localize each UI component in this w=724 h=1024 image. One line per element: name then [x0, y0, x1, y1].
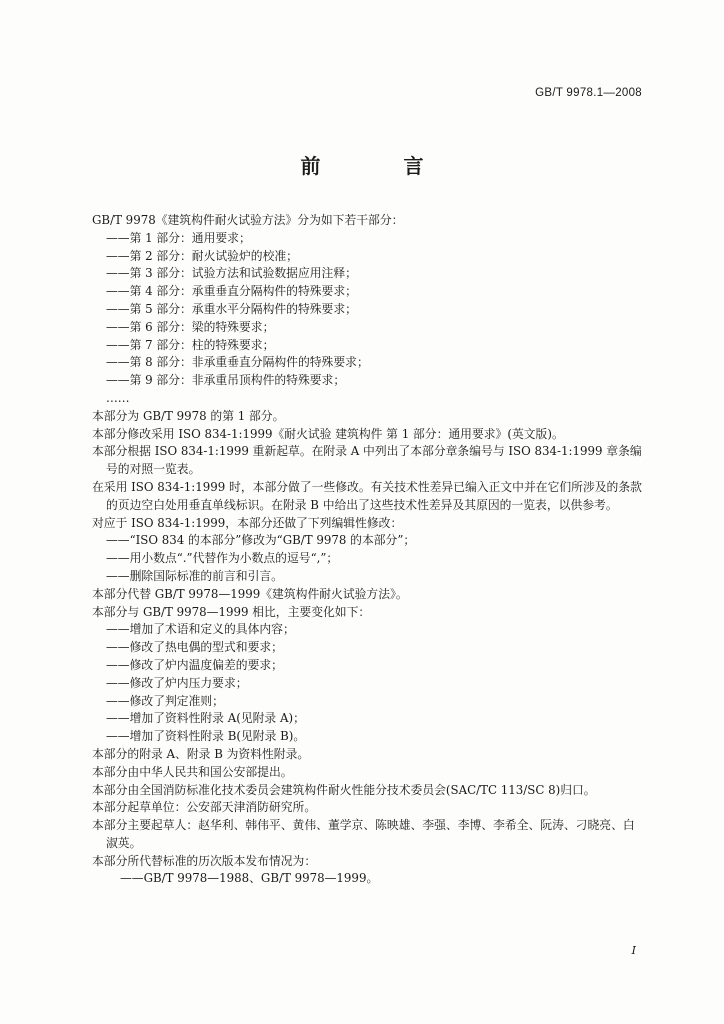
list-item: ——修改了炉内温度偏差的要求；	[106, 657, 283, 672]
list-item: ——修改了热电偶的型式和要求；	[106, 640, 283, 655]
list-item: ——第 7 部分：柱的特殊要求；	[106, 337, 275, 352]
list-item: ——第 4 部分：承重垂直分隔构件的特殊要求；	[106, 284, 357, 299]
ellipsis: ……	[106, 390, 130, 405]
paragraph: 本部分由全国消防标准化技术委员会建筑构件耐火性能分技术委员会(SAC/TC 113/SC 8)归口。	[92, 782, 596, 797]
paragraph: GB/T 9978《建筑构件耐火试验方法》分为如下若干部分：	[92, 213, 404, 227]
paragraph: 本部分根据 ISO 834-1:1999 重新起草。在附录 A 中列出了本部分章条编号与 ISO 834-1:1999 章条编号的对照一览表。	[92, 444, 642, 477]
list-item: ——第 5 部分：承重水平分隔构件的特殊要求；	[106, 301, 357, 316]
document-body	[0, 212, 724, 888]
list-item: ——“ISO 834 的本部分”修改为“GB/T 9978 的本部分”；	[106, 533, 416, 548]
page-title: 前 言	[300, 154, 462, 178]
list-item: ——GB/T 9978—1988、GB/T 9978—1999。	[120, 871, 379, 886]
list-item: ——增加了术语和定义的具体内容；	[106, 622, 295, 637]
list-item: ——第 6 部分：梁的特殊要求；	[106, 319, 275, 334]
paragraph: 对应于 ISO 834-1:1999，本部分还做了下列编辑性修改：	[92, 515, 403, 530]
paragraph: 本部分与 GB/T 9978—1999 相比，主要变化如下：	[92, 604, 371, 619]
list-item: ——第 9 部分：非承重吊顶构件的特殊要求；	[106, 373, 346, 388]
paragraph: 在采用 ISO 834-1:1999 时，本部分做了一些修改。有关技术性差异已编入正文中并在它们所涉及的条款的页边空白处用垂直单线标识。在附录 B 中给出了这些技术性差异及其原因的一览表，以供参考。	[92, 479, 642, 512]
paragraph: 本部分修改采用 ISO 834-1:1999《耐火试验 建筑构件 第 1 部分：通用要求》(英文版)。	[92, 426, 564, 441]
list-item: ——增加了资料性附录 A(见附录 A)；	[106, 711, 305, 726]
page-number: I	[631, 944, 636, 957]
list-item: ——第 1 部分：通用要求；	[106, 230, 251, 245]
list-item: ——第 8 部分：非承重垂直分隔构件的特殊要求；	[106, 355, 369, 370]
standard-code: GB/T 9978.1—2008	[535, 87, 642, 99]
list-item: ——第 3 部分：试验方法和试验数据应用注释；	[106, 266, 357, 281]
paragraph: 本部分主要起草人：赵华利、韩伟平、黄伟、董学京、陈映雄、李强、李博、李希全、阮涛、刁晓亮、白淑英。	[92, 818, 635, 850]
list-item: ——修改了炉内压力要求；	[106, 675, 248, 690]
list-item: ——增加了资料性附录 B(见附录 B)。	[106, 729, 306, 744]
list-item: ——第 2 部分：耐火试验炉的校准；	[106, 248, 298, 263]
paragraph: 本部分由中华人民共和国公安部提出。	[92, 764, 293, 779]
paragraph: 本部分的附录 A、附录 B 为资料性附录。	[92, 746, 310, 761]
paragraph: 本部分所代替标准的历次版本发布情况为：	[92, 853, 317, 868]
paragraph: 本部分起草单位：公安部天津消防研究所。	[92, 800, 317, 815]
list-item: ——删除国际标准的前言和引言。	[106, 568, 283, 583]
paragraph: 本部分为 GB/T 9978 的第 1 部分。	[92, 408, 285, 423]
list-item: ——用小数点“.”代替作为小数点的逗号“,”；	[106, 551, 339, 566]
paragraph: 本部分代替 GB/T 9978—1999《建筑构件耐火试验方法》。	[92, 586, 408, 601]
list-item: ——修改了判定准则；	[106, 693, 224, 708]
